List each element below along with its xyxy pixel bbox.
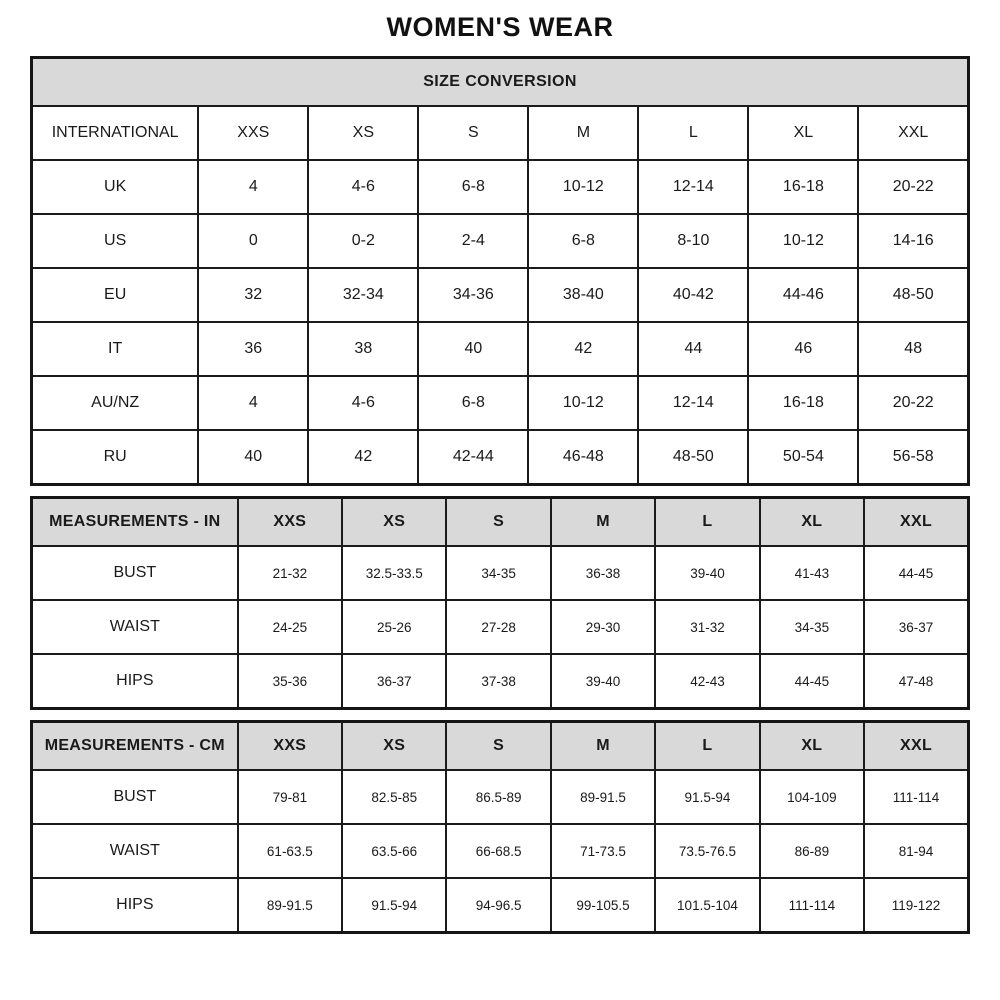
measurements-in-title: MEASUREMENTS - IN bbox=[32, 498, 238, 547]
size-header-cell: XS bbox=[342, 498, 446, 547]
value-cell: 21-32 bbox=[238, 546, 342, 600]
value-cell: 16-18 bbox=[748, 376, 858, 430]
value-cell: 47-48 bbox=[864, 654, 968, 709]
table-gap bbox=[30, 710, 970, 720]
size-conversion-banner-row bbox=[32, 58, 969, 107]
table-row-it bbox=[32, 322, 969, 376]
value-cell: 6-8 bbox=[418, 376, 528, 430]
value-cell: 44-46 bbox=[748, 268, 858, 322]
table-row-bust-in bbox=[32, 546, 969, 600]
value-cell: 16-18 bbox=[748, 160, 858, 214]
row-label: BUST bbox=[32, 770, 238, 824]
measurements-cm-header-row bbox=[32, 722, 969, 771]
value-cell: 0-2 bbox=[308, 214, 418, 268]
value-cell: 94-96.5 bbox=[446, 878, 550, 933]
size-header-cell: XL bbox=[748, 106, 858, 160]
value-cell: 89-91.5 bbox=[238, 878, 342, 933]
value-cell: 42 bbox=[528, 322, 638, 376]
value-cell: 35-36 bbox=[238, 654, 342, 709]
value-cell: 4 bbox=[198, 160, 308, 214]
table-row-hips-cm bbox=[32, 878, 969, 933]
value-cell: 32 bbox=[198, 268, 308, 322]
value-cell: 29-30 bbox=[551, 600, 655, 654]
measurements-cm-title: MEASUREMENTS - CM bbox=[32, 722, 238, 771]
value-cell: 24-25 bbox=[238, 600, 342, 654]
size-conversion-title: SIZE CONVERSION bbox=[32, 58, 969, 107]
measurements-in-header-row bbox=[32, 498, 969, 547]
value-cell: 38 bbox=[308, 322, 418, 376]
value-cell: 8-10 bbox=[638, 214, 748, 268]
size-header-cell: M bbox=[528, 106, 638, 160]
size-header-cell: XXL bbox=[858, 106, 968, 160]
value-cell: 46-48 bbox=[528, 430, 638, 485]
value-cell: 14-16 bbox=[858, 214, 968, 268]
size-conversion-header-row bbox=[32, 106, 969, 160]
value-cell: 61-63.5 bbox=[238, 824, 342, 878]
value-cell: 12-14 bbox=[638, 376, 748, 430]
value-cell: 41-43 bbox=[760, 546, 864, 600]
row-label: RU bbox=[32, 430, 199, 485]
value-cell: 82.5-85 bbox=[342, 770, 446, 824]
size-header-cell: M bbox=[551, 498, 655, 547]
value-cell: 34-35 bbox=[760, 600, 864, 654]
value-cell: 111-114 bbox=[760, 878, 864, 933]
value-cell: 10-12 bbox=[528, 376, 638, 430]
value-cell: 44-45 bbox=[864, 546, 968, 600]
table-row-waist-in bbox=[32, 600, 969, 654]
value-cell: 32-34 bbox=[308, 268, 418, 322]
value-cell: 36-37 bbox=[342, 654, 446, 709]
size-header-cell: XXS bbox=[198, 106, 308, 160]
value-cell: 36-37 bbox=[864, 600, 968, 654]
size-header-cell: XS bbox=[342, 722, 446, 771]
value-cell: 10-12 bbox=[748, 214, 858, 268]
size-header-cell: L bbox=[638, 106, 748, 160]
row-label: HIPS bbox=[32, 878, 238, 933]
row-label: BUST bbox=[32, 546, 238, 600]
row-label: HIPS bbox=[32, 654, 238, 709]
value-cell: 104-109 bbox=[760, 770, 864, 824]
table-row-ru bbox=[32, 430, 969, 485]
value-cell: 63.5-66 bbox=[342, 824, 446, 878]
row-label: AU/NZ bbox=[32, 376, 199, 430]
table-row-aunz bbox=[32, 376, 969, 430]
value-cell: 0 bbox=[198, 214, 308, 268]
value-cell: 40 bbox=[198, 430, 308, 485]
value-cell: 39-40 bbox=[655, 546, 759, 600]
size-header-cell: XL bbox=[760, 722, 864, 771]
size-header-cell: M bbox=[551, 722, 655, 771]
size-header-cell: L bbox=[655, 498, 759, 547]
measurements-cm-table bbox=[30, 720, 970, 934]
measurements-in-table bbox=[30, 496, 970, 710]
value-cell: 39-40 bbox=[551, 654, 655, 709]
value-cell: 79-81 bbox=[238, 770, 342, 824]
value-cell: 50-54 bbox=[748, 430, 858, 485]
size-header-cell: S bbox=[446, 722, 550, 771]
row-label: WAIST bbox=[32, 824, 238, 878]
value-cell: 48-50 bbox=[638, 430, 748, 485]
size-header-cell: XS bbox=[308, 106, 418, 160]
value-cell: 4-6 bbox=[308, 160, 418, 214]
value-cell: 2-4 bbox=[418, 214, 528, 268]
size-header-cell: XXL bbox=[864, 498, 968, 547]
row-label: UK bbox=[32, 160, 199, 214]
value-cell: 36-38 bbox=[551, 546, 655, 600]
value-cell: 36 bbox=[198, 322, 308, 376]
value-cell: 34-35 bbox=[446, 546, 550, 600]
international-header-cell: INTERNATIONAL bbox=[32, 106, 199, 160]
size-header-cell: S bbox=[418, 106, 528, 160]
value-cell: 46 bbox=[748, 322, 858, 376]
value-cell: 66-68.5 bbox=[446, 824, 550, 878]
value-cell: 119-122 bbox=[864, 878, 968, 933]
table-row-hips-in bbox=[32, 654, 969, 709]
value-cell: 89-91.5 bbox=[551, 770, 655, 824]
value-cell: 48 bbox=[858, 322, 968, 376]
value-cell: 81-94 bbox=[864, 824, 968, 878]
value-cell: 42 bbox=[308, 430, 418, 485]
value-cell: 40 bbox=[418, 322, 528, 376]
size-header-cell: XXL bbox=[864, 722, 968, 771]
row-label: WAIST bbox=[32, 600, 238, 654]
value-cell: 91.5-94 bbox=[655, 770, 759, 824]
value-cell: 38-40 bbox=[528, 268, 638, 322]
value-cell: 25-26 bbox=[342, 600, 446, 654]
value-cell: 20-22 bbox=[858, 376, 968, 430]
value-cell: 37-38 bbox=[446, 654, 550, 709]
row-label: EU bbox=[32, 268, 199, 322]
value-cell: 12-14 bbox=[638, 160, 748, 214]
value-cell: 4 bbox=[198, 376, 308, 430]
value-cell: 86.5-89 bbox=[446, 770, 550, 824]
size-header-cell: S bbox=[446, 498, 550, 547]
size-header-cell: L bbox=[655, 722, 759, 771]
value-cell: 73.5-76.5 bbox=[655, 824, 759, 878]
value-cell: 56-58 bbox=[858, 430, 968, 485]
size-conversion-table bbox=[30, 56, 970, 486]
value-cell: 32.5-33.5 bbox=[342, 546, 446, 600]
value-cell: 4-6 bbox=[308, 376, 418, 430]
size-header-cell: XXS bbox=[238, 722, 342, 771]
table-row-waist-cm bbox=[32, 824, 969, 878]
value-cell: 48-50 bbox=[858, 268, 968, 322]
table-row-eu bbox=[32, 268, 969, 322]
value-cell: 99-105.5 bbox=[551, 878, 655, 933]
size-header-cell: XXS bbox=[238, 498, 342, 547]
table-row-uk bbox=[32, 160, 969, 214]
row-label: US bbox=[32, 214, 199, 268]
table-gap bbox=[30, 486, 970, 496]
table-row-bust-cm bbox=[32, 770, 969, 824]
value-cell: 91.5-94 bbox=[342, 878, 446, 933]
value-cell: 31-32 bbox=[655, 600, 759, 654]
page-title: WOMEN'S WEAR bbox=[386, 12, 614, 42]
value-cell: 6-8 bbox=[418, 160, 528, 214]
value-cell: 101.5-104 bbox=[655, 878, 759, 933]
value-cell: 42-44 bbox=[418, 430, 528, 485]
row-label: IT bbox=[32, 322, 199, 376]
value-cell: 10-12 bbox=[528, 160, 638, 214]
table-row-us bbox=[32, 214, 969, 268]
value-cell: 44 bbox=[638, 322, 748, 376]
value-cell: 27-28 bbox=[446, 600, 550, 654]
value-cell: 40-42 bbox=[638, 268, 748, 322]
value-cell: 34-36 bbox=[418, 268, 528, 322]
value-cell: 44-45 bbox=[760, 654, 864, 709]
value-cell: 6-8 bbox=[528, 214, 638, 268]
value-cell: 71-73.5 bbox=[551, 824, 655, 878]
size-header-cell: XL bbox=[760, 498, 864, 547]
value-cell: 86-89 bbox=[760, 824, 864, 878]
value-cell: 111-114 bbox=[864, 770, 968, 824]
value-cell: 20-22 bbox=[858, 160, 968, 214]
value-cell: 42-43 bbox=[655, 654, 759, 709]
